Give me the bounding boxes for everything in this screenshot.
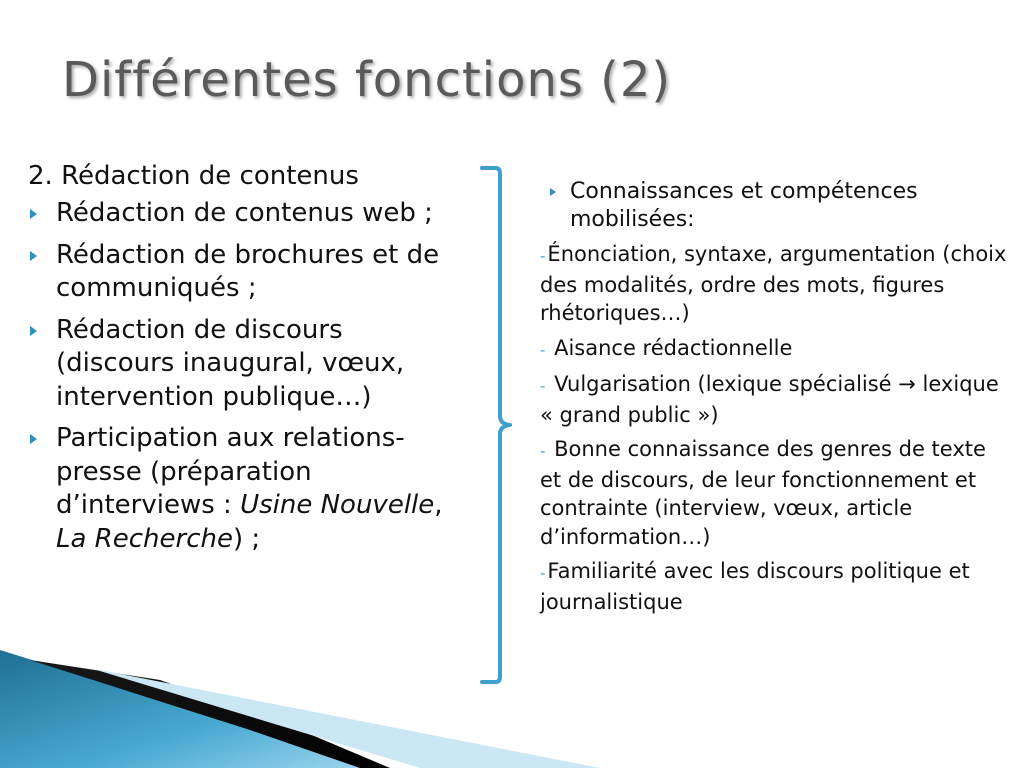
- bullet-separator: ,: [434, 490, 443, 520]
- skill-text: Bonne connaissance des genres de texte et de discours, de leur fonctionnement et contrainte (interview, vœux, article d’information…): [540, 437, 986, 549]
- publication-name: La Recherche: [56, 523, 233, 554]
- skill-item: [540, 334, 1010, 365]
- left-bullet-list: [28, 197, 468, 556]
- triangle-bullet-icon: [30, 434, 37, 444]
- bullet-text: Rédaction de contenus web ;: [56, 198, 433, 228]
- right-brace-icon: [470, 160, 530, 690]
- bullet-text: Rédaction de discours (discours inaugural, vœux, intervention publique…): [56, 314, 405, 412]
- list-item: [28, 239, 468, 306]
- skill-item: [540, 370, 1010, 429]
- bullet-text: Rédaction de brochures et de communiqués ;: [56, 239, 440, 303]
- dash-marker: -: [540, 377, 546, 395]
- dash-marker: -: [540, 442, 546, 460]
- skill-text: Familiarité avec les discours politique et journalistique: [540, 559, 970, 614]
- right-column: [540, 178, 1010, 622]
- list-item: [28, 422, 468, 556]
- skill-text: Énonciation, syntaxe, argumentation (choix des modalités, ordre des mots, figures rhétoriques…): [540, 242, 1007, 325]
- triangle-bullet-icon: [550, 188, 556, 196]
- triangle-bullet-icon: [30, 251, 37, 261]
- skill-text: Aisance rédactionnelle: [547, 335, 793, 360]
- dash-marker: -: [540, 340, 546, 359]
- skill-item: [540, 435, 1010, 551]
- skill-text: Vulgarisation (lexique spécialisé → lexique « grand public »): [540, 372, 999, 427]
- dash-marker: -: [540, 247, 546, 265]
- dash-marker: -: [540, 564, 546, 582]
- right-heading: [540, 178, 1010, 234]
- skill-item: [540, 557, 1010, 616]
- left-heading: 2. Rédaction de contenus: [28, 161, 359, 191]
- triangle-bullet-icon: [30, 326, 37, 336]
- right-heading-text: Connaissances et compétences mobilisées:: [570, 179, 918, 232]
- bullet-text-suffix: ) ;: [232, 523, 261, 554]
- left-column: [28, 160, 468, 564]
- publication-name: Usine Nouvelle: [240, 490, 435, 520]
- list-item: [28, 314, 468, 415]
- decorative-corner-stripes: [0, 620, 600, 768]
- skill-item: [540, 240, 1010, 328]
- bullet-text-prefix: Participation aux relations-presse (préparation d’interviews :: [56, 423, 405, 520]
- slide-title: Différentes fonctions (2): [62, 52, 672, 108]
- triangle-bullet-icon: [30, 209, 37, 219]
- list-item: [28, 197, 468, 231]
